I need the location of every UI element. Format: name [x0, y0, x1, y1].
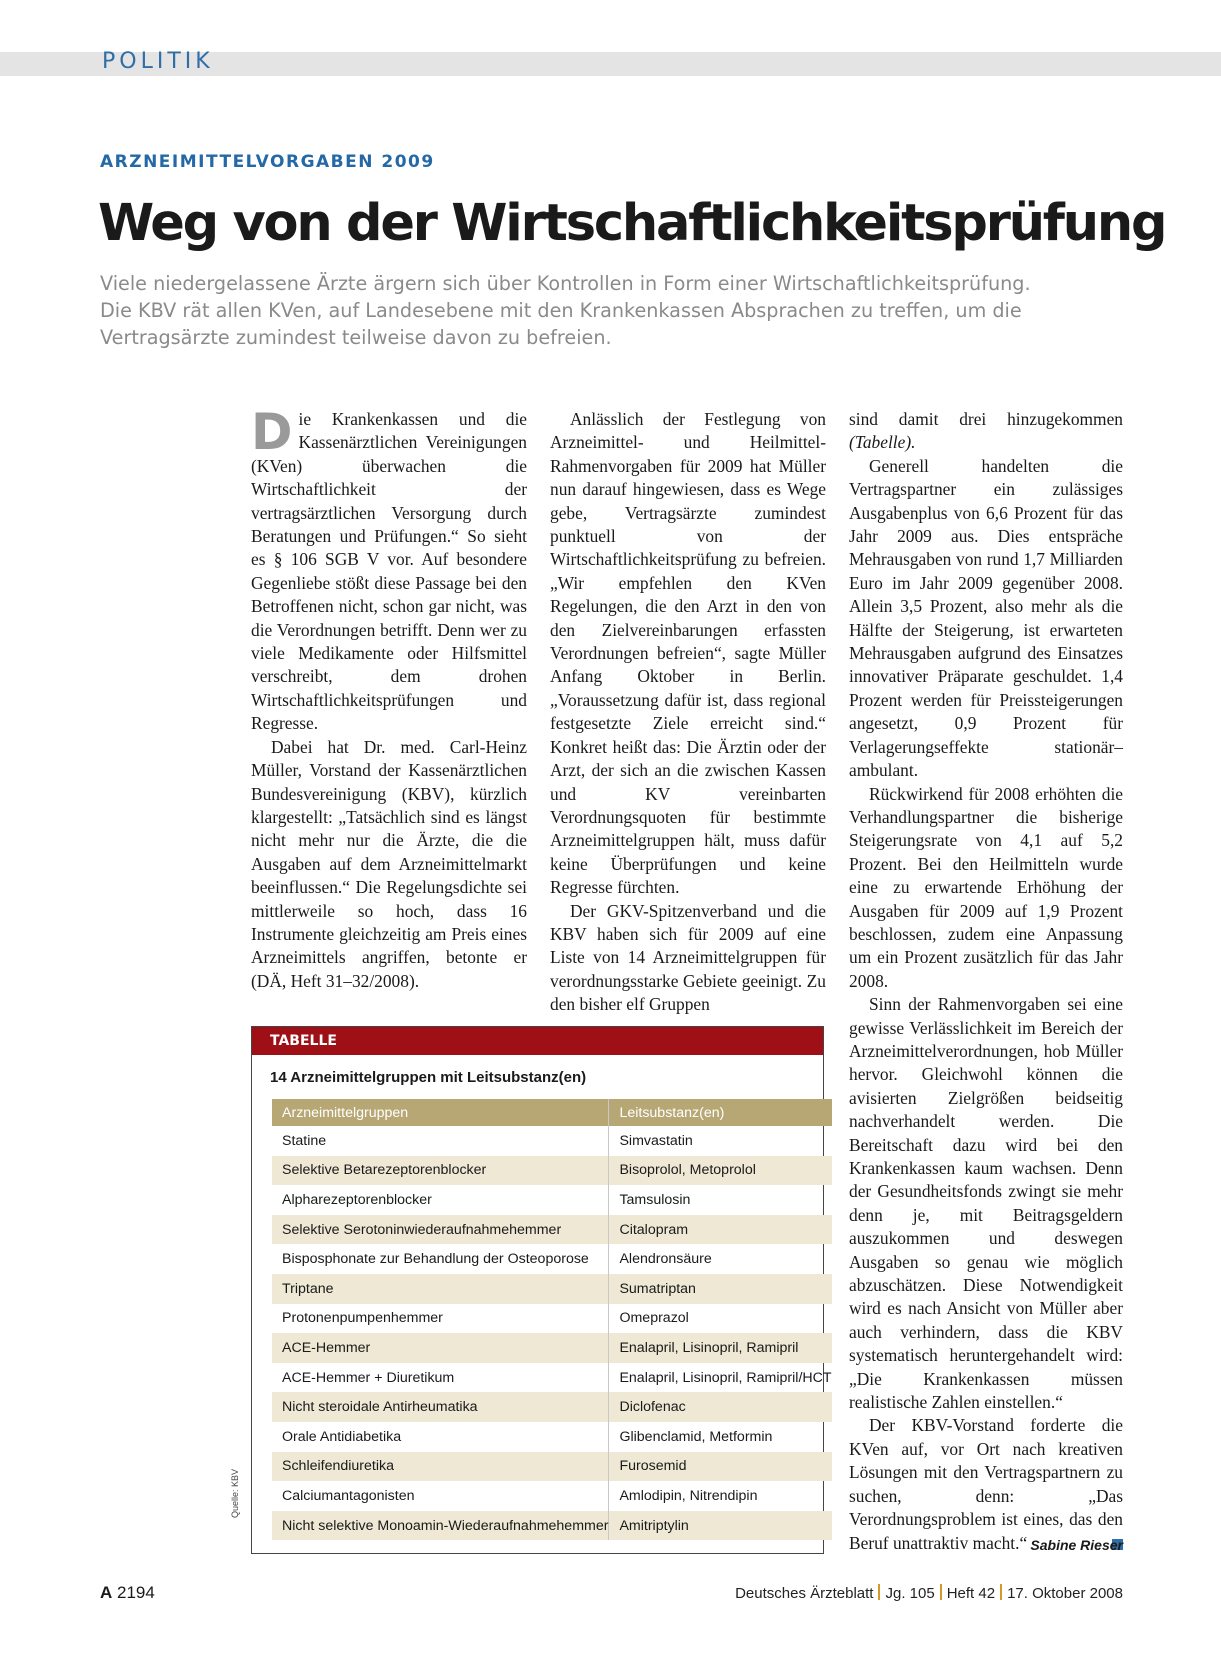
drug-group-cell: Nicht selektive Monoamin-Wiederaufnahmehemmer — [272, 1511, 609, 1541]
paragraph: Rückwirkend für 2008 erhöhten die Verhandlungspartner die bisherige Steigerungsrate von 4,1 auf 5,2 Prozent. Bei den Heilmitteln wurde eine zu erwartende Erhöhung der Ausgaben für 2009 auf 1,9 Prozent beschlossen, zudem eine Anpassung um ein Prozent zusätzlich für das Jahr 2008. — [849, 783, 1123, 991]
text-column-3 — [849, 408, 1123, 1555]
table-title: 14 Arzneimittelgruppen mit Leitsubstanz(en) — [270, 1069, 587, 1086]
table-row — [272, 1452, 832, 1482]
drug-group-cell: Alpharezeptorenblocker — [272, 1185, 609, 1215]
journal-date: 17. Oktober 2008 — [1007, 1585, 1123, 1602]
separator — [940, 1584, 942, 1600]
paragraph: Dabei hat Dr. med. Carl-Heinz Müller, Vorstand der Kassenärztlichen Bundesvereinigung (KBV), kürzlich klargestellt: „Tatsächlich sind es längst nicht mehr nur die Ärzte, die die Ausgaben auf dem Arzneimittelmarkt beeinflussen.“ Die Regelungsdichte sei mittlerweile so hoch, dass 16 Instrumente gleichzeitig am Preis eines Arzneimittels angriffen, betonte er (DÄ, Heft 31–32/2008). — [251, 736, 527, 991]
paragraph — [251, 403, 527, 736]
lead-substance-cell: Enalapril, Lisinopril, Ramipril/HCT — [619, 1369, 832, 1386]
lead-line: Vertragsärzte zumindest teilweise davon zu befreien. — [100, 326, 612, 349]
paragraph-text: Der KBV-Vorstand forderte die KVen auf, vor Ort nach kreativen Lösungen mit den Vertragspartnern zu suchen, denn: „Das Verordnungsproblem ist eines, das den Beruf unattraktiv macht.“ — [849, 1415, 1123, 1553]
lead-substance-cell: Diclofenac — [609, 1392, 832, 1422]
table-reference: (Tabelle). — [849, 432, 916, 453]
table-row — [272, 1156, 832, 1186]
table-grid — [272, 1099, 832, 1540]
paragraph: Anlässlich der Festlegung von Arzneimittel- und Heilmittel-Rahmenvorgaben für 2009 hat Müller nun darauf hingewiesen, dass es Wege gebe, Vertragsärzte zumindest punktuell von der Wirtschaftlichkeitsprüfung zu befreien. „Wir empfehlen den KVen Regelungen, die den Arzt in den von den Zielvereinbarungen erfassten Verordnungen befreien“, sagte Müller Anfang Oktober in Berlin. „Voraussetzung dafür ist, dass regional festgesetzte Ziele erreicht sind.“ Konkret heißt das: Die Ärztin oder der Arzt, der sich an die zwischen Kassen und KV vereinbarten Verordnungsquoten für bestimmte Arzneimittelgruppen hält, muss dafür keine Überprüfungen und keine Regresse fürchten. — [550, 409, 826, 898]
article-title: Weg von der Wirtschaftlichkeitsprüfung — [98, 194, 1166, 253]
page-prefix: A — [100, 1583, 113, 1602]
drug-table — [251, 1026, 832, 1554]
paragraph — [849, 408, 1123, 455]
lead-line: Viele niedergelassene Ärzte ärgern sich über Kontrollen in Form einer Wirtschaftlichkeitsprüfung. — [100, 272, 1031, 295]
drug-group-cell: Selektive Serotoninwiederaufnahmehemmer — [272, 1215, 609, 1245]
drug-group-cell: Nicht steroidale Antirheumatika — [272, 1392, 609, 1422]
lead-substance-cell: Amitriptylin — [609, 1511, 832, 1541]
table-row — [272, 1185, 832, 1215]
drug-group-cell: Schleifendiuretika — [272, 1452, 609, 1482]
lead-substance-cell: Alendronsäure — [619, 1251, 712, 1268]
table-header-row — [272, 1099, 832, 1126]
lead-substance-cell: Citalopram — [609, 1215, 832, 1245]
drug-group-cell: Statine — [272, 1126, 609, 1156]
lead-substance-cell: Omeprazol — [619, 1310, 689, 1327]
lead-substance-cell: Enalapril, Lisinopril, Ramipril — [609, 1333, 832, 1363]
separator — [878, 1584, 880, 1600]
page-number — [100, 1583, 155, 1603]
lead-line: Die KBV rät allen KVen, auf Landesebene mit den Krankenkassen Absprachen zu treffen, um die — [100, 299, 1022, 322]
lead-substance-cell: Glibenclamid, Metformin — [619, 1428, 773, 1445]
lead-substance-cell: Bisoprolol, Metoprolol — [609, 1156, 832, 1186]
separator — [1000, 1584, 1002, 1600]
text-column-1 — [251, 403, 527, 993]
table-row — [272, 1511, 832, 1541]
paragraph — [849, 1414, 1123, 1554]
paragraph-text: sind damit drei hinzugekommen — [849, 409, 1123, 429]
table-row — [272, 1244, 832, 1274]
table-row — [272, 1392, 832, 1422]
article-kicker: ARZNEIMITTELVORGABEN 2009 — [100, 152, 435, 172]
journal-name: Deutsches Ärzteblatt — [735, 1585, 874, 1602]
table-label: TABELLE — [252, 1027, 823, 1055]
paragraph: Der GKV-Spitzenverband und die KBV haben sich für 2009 auf eine Liste von 14 Arzneimittelgruppen für verordnungsstarke Gebiete geeinigt. Zu den bisher elf Gruppen — [550, 900, 826, 1015]
lead-substance-cell: Simvastatin — [619, 1132, 693, 1149]
paragraph: Generell handelten die Vertragspartner ein zulässiges Ausgabenplus von 6,6 Prozent für das Jahr 2009 aus. Dies entspräche Mehrausgaben von rund 1,7 Milliarden Euro im Jahr 2009 gegenüber 2008. Allein 3,5 Prozent, also mehr als die Hälfte der Steigerung, ist erwarteten Mehrausgaben aufgrund des Einsatzes innovativer Präparate geschuldet. 1,4 Prozent werden für Preissteigerungen angesetzt, 0,9 Prozent für Verlagerungseffekte stationär–ambulant. — [849, 455, 1123, 781]
section-label: POLITIK — [102, 49, 214, 74]
lead-substance-cell: Furosemid — [609, 1452, 832, 1482]
dropcap: D — [251, 403, 293, 461]
drug-group-cell: ACE-Hemmer + Diuretikum — [272, 1363, 609, 1393]
paragraph: Sinn der Rahmenvorgaben sei eine gewisse Verlässlichkeit im Bereich der Arzneimittelverordnungen, hob Müller hervor. Gleichwohl können die avisierten Zielgrößen beidseitig nachverhandelt werden. Die Bereitschaft dazu wird bei den Krankenkassen kaum wachsen. Denn der Gesundheitsfonds zwingt sie mehr denn je, mit Beitragsgeldern auszukommen und deswegen Ausgaben so genau wie möglich abzuschätzen. Diese Notwendigkeit wird es nach Ansicht von Müller aber auch verhindern, dass die KBV systematisch heruntergehandelt wird: „Die Krankenkassen müssen realistische Zahlen einstellen.“ — [849, 994, 1123, 1413]
drug-group-cell: Orale Antidiabetika — [272, 1422, 609, 1452]
text-column-2 — [550, 408, 826, 1017]
author-name: Sabine Rieser — [1030, 1537, 1123, 1553]
table-row — [272, 1274, 832, 1304]
drug-group-cell: ACE-Hemmer — [272, 1333, 609, 1363]
article-lead — [100, 270, 1130, 351]
column-header: Arzneimittelgruppen — [272, 1099, 609, 1126]
column-header: Leitsubstanz(en) — [609, 1099, 832, 1126]
table-row — [272, 1215, 832, 1245]
drug-group-cell: Selektive Betarezeptorenblocker — [272, 1156, 609, 1186]
paragraph-text: ie Krankenkassen und die Kassenärztlichen Vereinigungen (KVen) überwachen die Wirtschaftlichkeit der vertragsärztlichen Versorgung durch Beratungen und Prüfungen.“ So sieht es § 106 SGB V vor. Auf besondere Gegenliebe stößt diese Passage bei den Betroffenen nicht, schon gar nicht, was die Verordnungen betrifft. Denn wer zu viele Medikamente oder Hilfsmittel verschreibt, dem drohen Wirtschaftlichkeitsprüfungen und Regresse. — [251, 409, 527, 734]
journal-volume: Jg. 105 — [885, 1585, 935, 1602]
table-row — [272, 1333, 832, 1363]
table-row — [272, 1126, 832, 1156]
table-row — [272, 1422, 832, 1452]
drug-group-cell: Bisposphonate zur Behandlung der Osteoporose — [272, 1244, 609, 1274]
journal-issue: Heft 42 — [946, 1585, 996, 1602]
table-row — [272, 1481, 832, 1511]
page-number-value: 2194 — [117, 1583, 155, 1602]
table-source: Quelle: KBV — [230, 1468, 240, 1518]
lead-substance-cell: Sumatriptan — [609, 1274, 832, 1304]
lead-substance-cell: Amlodipin, Nitrendipin — [619, 1487, 758, 1504]
drug-group-cell: Calciumantagonisten — [272, 1481, 609, 1511]
lead-substance-cell: Tamsulosin — [619, 1191, 691, 1208]
drug-group-cell: Triptane — [272, 1274, 609, 1304]
table-row — [272, 1363, 832, 1393]
table-row — [272, 1304, 832, 1334]
footer-citation — [735, 1584, 1123, 1602]
drug-group-cell: Protonenpumpenhemmer — [272, 1304, 609, 1334]
